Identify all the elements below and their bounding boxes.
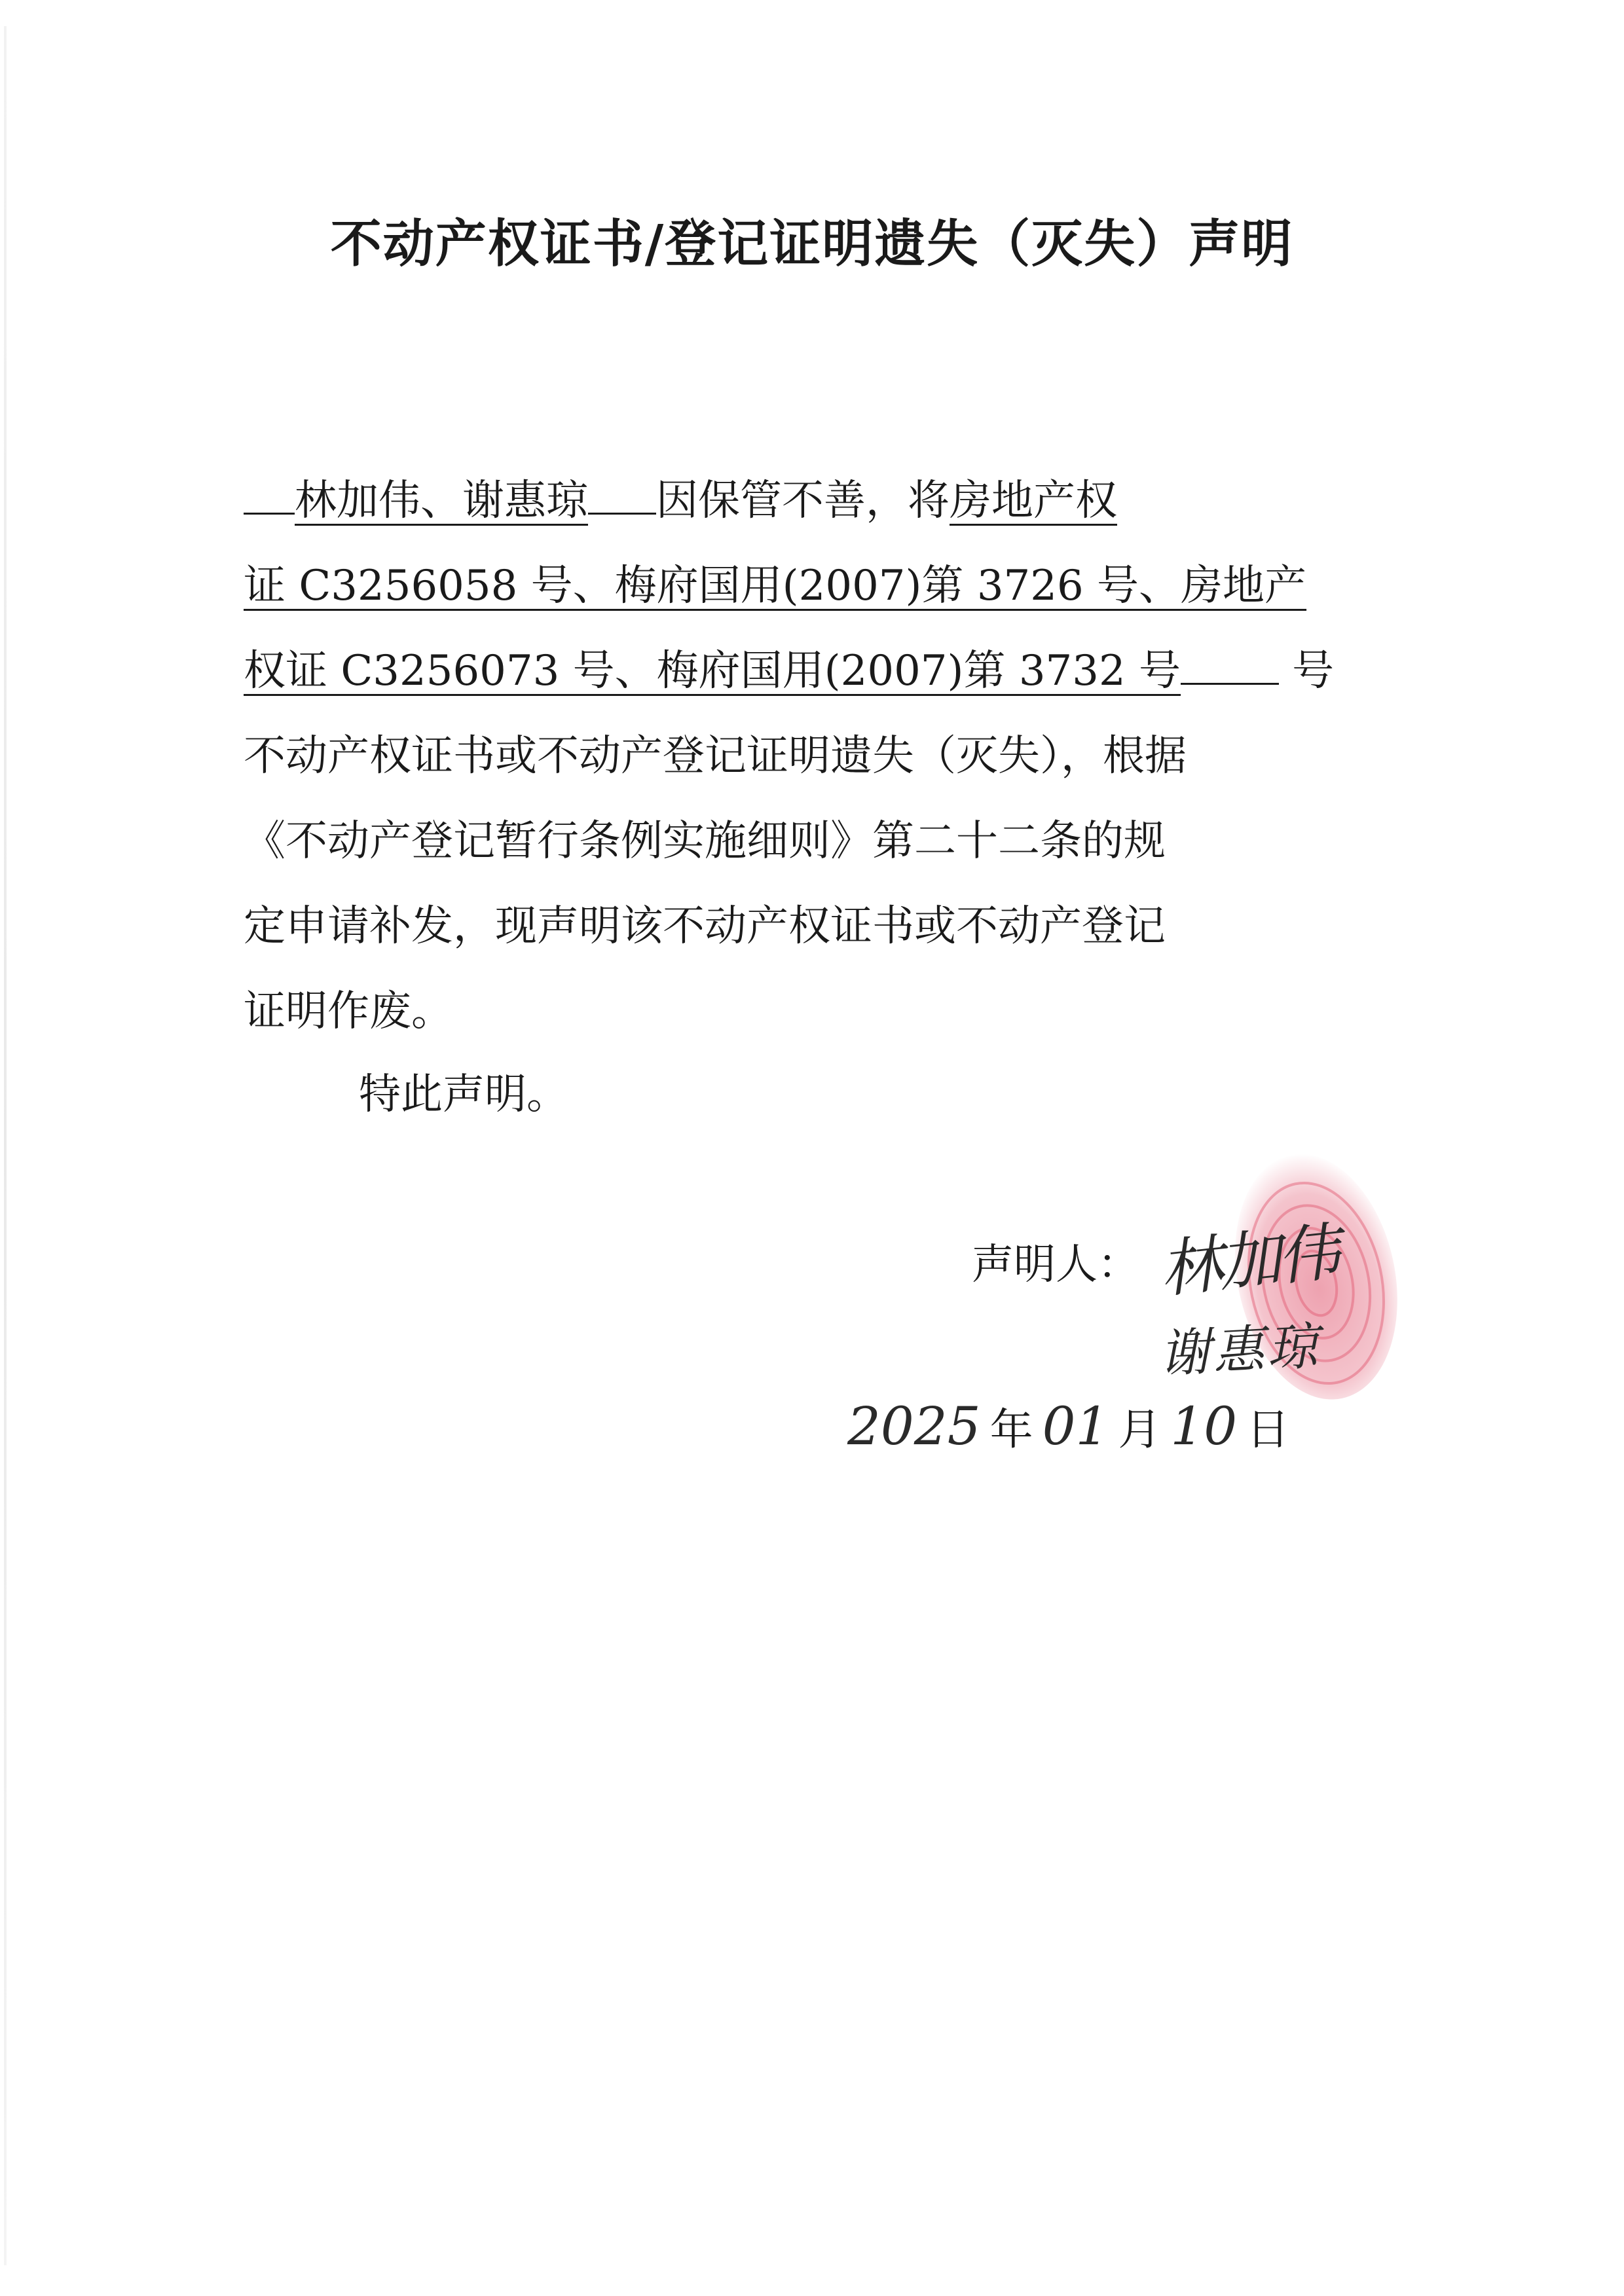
body-line-2: [244, 543, 1350, 629]
scan-edge-artifact: [4, 26, 7, 2265]
body-line-1-middle: 因保管不善，将: [656, 477, 950, 525]
certificate-suffix: 号: [1292, 647, 1335, 695]
body-line-3: [244, 629, 1350, 714]
body-line-6: 定申请补发，现声明该不动产权证书或不动产登记: [244, 902, 1166, 951]
date-day: 10: [1170, 1396, 1238, 1457]
signature-2: 谢惠琼: [1158, 1317, 1322, 1385]
owner-blank-tail: [588, 473, 656, 515]
declaration-date: [838, 1394, 1289, 1457]
certificate-c: 权证 C3256073 号、梅府国用(2007)第 3732 号: [244, 647, 1181, 695]
date-day-label: 日: [1246, 1404, 1290, 1455]
date-month: 01: [1042, 1396, 1109, 1457]
owner-names: 林加伟、谢惠琼: [295, 477, 588, 525]
signature-1: 林加伟: [1156, 1215, 1340, 1307]
body-line-1: [244, 458, 1350, 543]
date-year-label: 年: [989, 1404, 1033, 1455]
declaration-body: [244, 458, 1350, 1054]
certificate-b: 证 C3256058 号、梅府国用(2007)第 3726 号、房地产: [244, 562, 1307, 610]
document-title: 不动产权证书/登记证明遗失（灭失）声明: [330, 215, 1294, 274]
body-line-4: 不动产权证书或不动产登记证明遗失（灭失），根据: [244, 732, 1187, 780]
date-year: 2025: [847, 1396, 981, 1457]
closing-statement: 特此声明。: [359, 1070, 568, 1119]
declarer-label: 声明人：: [972, 1241, 1139, 1289]
body-line-7: 证明作废。: [244, 987, 453, 1036]
date-month-label: 月: [1118, 1404, 1162, 1455]
certificate-a: 房地产权: [950, 477, 1117, 525]
owner-blank-lead: [244, 473, 295, 515]
body-line-5: 《不动产登记暂行条例实施细则》第二十二条的规: [244, 817, 1166, 866]
certificate-blank: [1181, 644, 1279, 685]
